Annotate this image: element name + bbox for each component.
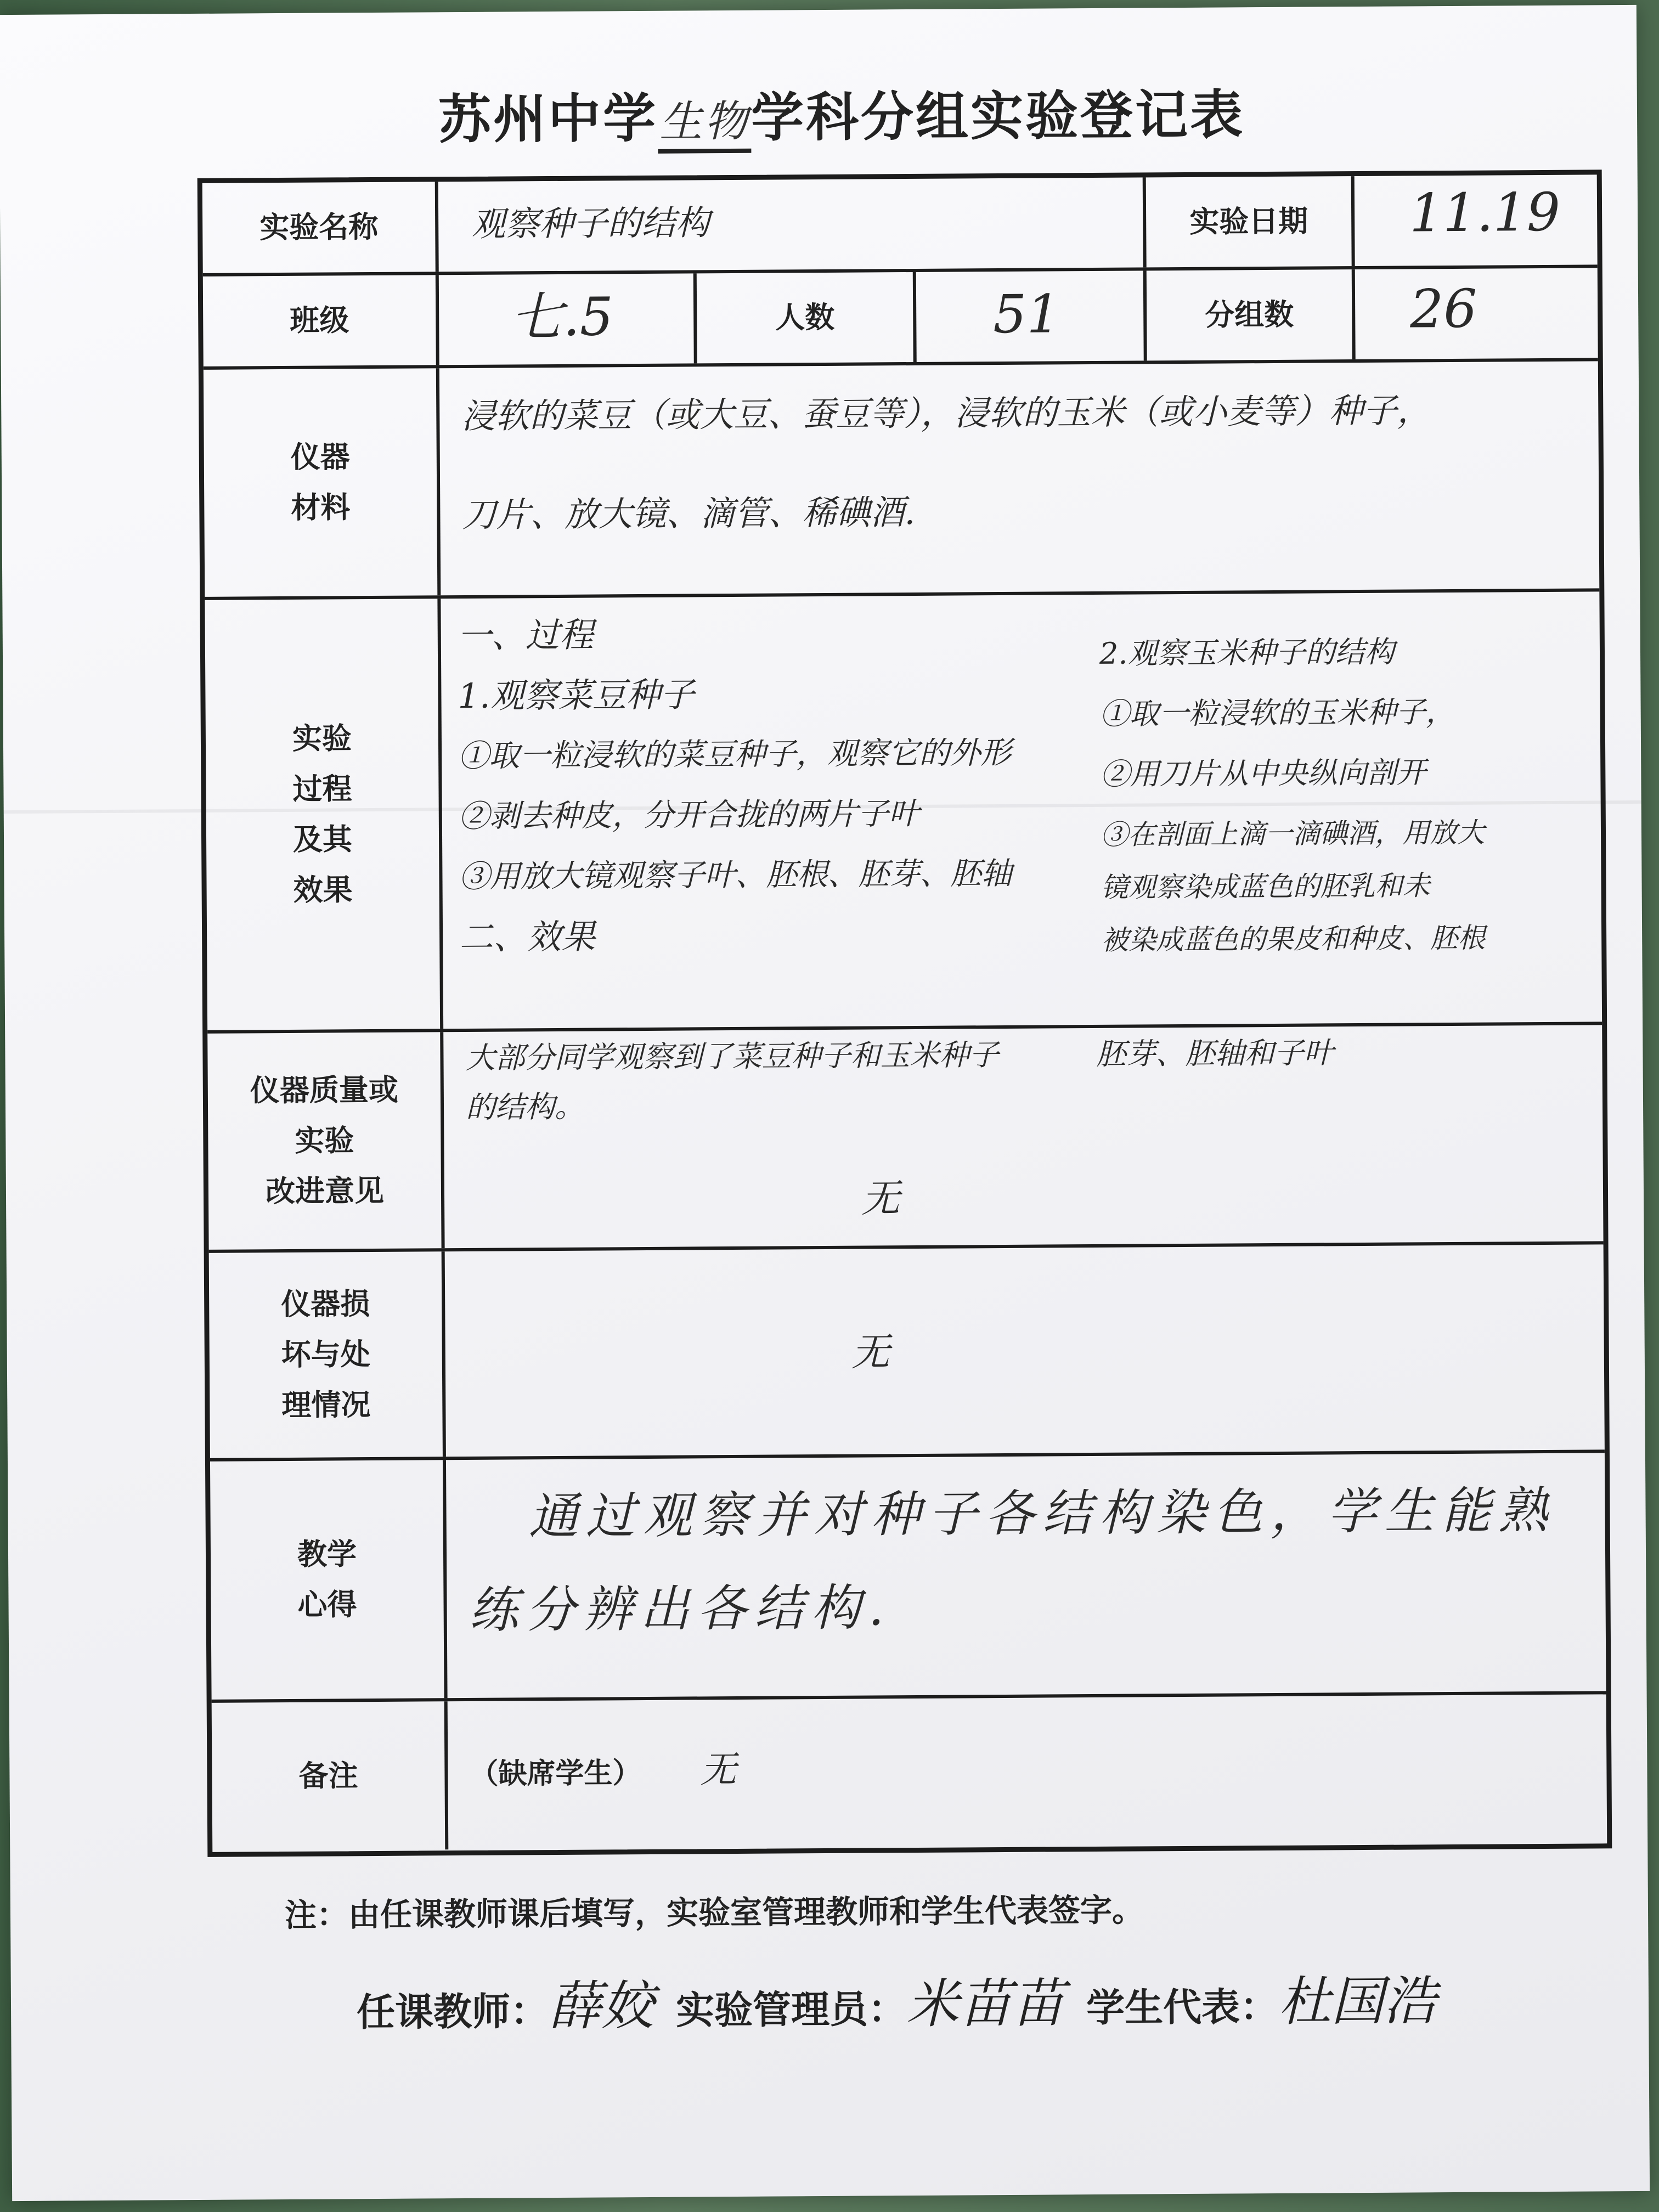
teaching-line1: 通过观察并对种子各结构染色，学生能熟 bbox=[528, 1481, 1556, 1546]
process-left-line: 一、过程 bbox=[457, 614, 594, 656]
people-value: 51 bbox=[992, 283, 1060, 346]
quality-label bbox=[207, 1032, 444, 1250]
title-suffix: 学科分组实验登记表 bbox=[751, 84, 1245, 149]
teaching-line2: 练分辨出各结构. bbox=[469, 1579, 892, 1639]
class-value: 七.5 bbox=[510, 286, 614, 348]
effect-right: 胚芽、胚轴和子叶 bbox=[1096, 1035, 1334, 1071]
effect-left-line2: 的结构。 bbox=[465, 1089, 585, 1125]
signature-line bbox=[357, 1959, 1459, 2041]
quality-label-line3: 改进意见 bbox=[265, 1173, 385, 1209]
row-quality bbox=[207, 1025, 1603, 1253]
process-left-line: 1.观察菜豆种子 bbox=[458, 674, 695, 716]
process-right-line: 镜观察染成蓝色的胚乳和未 bbox=[1101, 870, 1430, 904]
quality-value: 无 bbox=[861, 1176, 900, 1221]
damage-label bbox=[209, 1251, 446, 1458]
date-value: 11.19 bbox=[1409, 181, 1561, 244]
record-table bbox=[198, 170, 1612, 1857]
title-prefix: 苏州中学 bbox=[438, 87, 658, 151]
teaching-label-line1: 教学 bbox=[297, 1537, 357, 1572]
process-label bbox=[205, 599, 443, 1030]
groups-cell bbox=[1355, 268, 1602, 359]
process-right-line: ③在剖面上滴一滴碘酒，用放大 bbox=[1100, 816, 1485, 851]
materials-label bbox=[204, 368, 441, 597]
row-damage bbox=[209, 1244, 1605, 1462]
process-left-line: ③用放大镜观察子叶、胚根、胚芽、胚轴 bbox=[459, 855, 1012, 895]
process-label-line2: 过程 bbox=[292, 771, 352, 806]
materials-label-line2: 材料 bbox=[291, 490, 351, 525]
lab-manager-label: 实验管理员： bbox=[675, 1987, 907, 2033]
row-process bbox=[205, 591, 1602, 1034]
teacher-label: 任课教师： bbox=[356, 1989, 549, 2035]
process-left-line: ①取一粒浸软的菜豆种子，观察它的外形 bbox=[458, 735, 1012, 775]
process-label-line3: 及其 bbox=[292, 822, 353, 857]
damage-label-line1: 仪器损 bbox=[281, 1286, 370, 1322]
quality-cell bbox=[443, 1025, 1607, 1248]
student-rep-signature: 杜国浩 bbox=[1278, 1970, 1437, 2033]
row-teaching bbox=[210, 1453, 1606, 1703]
process-left-line: 二、效果 bbox=[459, 916, 596, 958]
process-label-line1: 实验 bbox=[292, 721, 352, 756]
class-label: 班级 bbox=[203, 275, 439, 366]
materials-label-line1: 仪器 bbox=[290, 439, 350, 475]
process-right-line: ①取一粒浸软的玉米种子， bbox=[1099, 694, 1455, 731]
row-materials bbox=[204, 361, 1600, 600]
materials-line2: 刀片、放大镜、滴管、稀碘酒. bbox=[462, 492, 916, 535]
date-cell bbox=[1355, 174, 1602, 266]
process-right-line: 2.观察玉米种子的结构 bbox=[1099, 634, 1395, 671]
paper-sheet bbox=[0, 5, 1650, 2201]
name-label: 实验名称 bbox=[202, 182, 439, 273]
process-right-line: ②用刀片从中央纵向剖开 bbox=[1100, 755, 1426, 792]
teaching-cell bbox=[446, 1453, 1611, 1698]
teaching-label bbox=[210, 1460, 448, 1700]
people-cell bbox=[916, 270, 1147, 362]
absent-label: （缺席学生） bbox=[470, 1757, 641, 1791]
process-cell bbox=[441, 591, 1606, 1029]
damage-cell bbox=[445, 1244, 1609, 1457]
title-subject-handwritten: 生物 bbox=[658, 87, 752, 154]
footer-note: 注：由任课教师课后填写，实验室管理教师和学生代表签字。 bbox=[284, 1891, 1144, 1934]
remarks-value: 无 bbox=[700, 1748, 737, 1791]
class-cell bbox=[439, 273, 697, 365]
process-label-line4: 效果 bbox=[293, 872, 353, 907]
damage-label-line3: 理情况 bbox=[281, 1387, 371, 1423]
lab-manager-signature: 米苗苗 bbox=[906, 1972, 1065, 2035]
process-left-column bbox=[457, 606, 1096, 964]
date-label: 实验日期 bbox=[1146, 176, 1355, 267]
process-right-line: 被染成蓝色的果皮和种皮、胚根 bbox=[1101, 922, 1486, 956]
groups-value: 26 bbox=[1409, 278, 1477, 340]
process-left-line: ②剥去种皮，分开合拢的两片子叶 bbox=[458, 795, 919, 835]
row-experiment-name bbox=[202, 174, 1598, 276]
damage-value: 无 bbox=[851, 1329, 890, 1375]
materials-cell bbox=[439, 361, 1604, 595]
damage-label-line2: 坏与处 bbox=[281, 1337, 370, 1373]
student-rep-label: 学生代表： bbox=[1086, 1984, 1279, 2031]
materials-line1: 浸软的菜豆（或大豆、蚕豆等），浸软的玉米（或小麦等）种子， bbox=[461, 390, 1431, 437]
remarks-label: 备注 bbox=[212, 1701, 449, 1851]
teacher-signature: 薛姣 bbox=[548, 1974, 654, 2038]
remarks-cell bbox=[448, 1694, 1612, 1849]
form-title bbox=[438, 72, 1372, 155]
name-value: 观察种子的结构 bbox=[471, 202, 710, 244]
row-class-info bbox=[203, 268, 1598, 370]
people-label: 人数 bbox=[697, 272, 917, 363]
teaching-label-line2: 心得 bbox=[297, 1587, 357, 1622]
quality-label-line1: 仪器质量或 bbox=[250, 1072, 399, 1108]
effect-left-line1: 大部分同学观察到了菜豆种子和玉米种子 bbox=[465, 1037, 999, 1075]
groups-label: 分组数 bbox=[1147, 269, 1356, 360]
row-remarks bbox=[212, 1694, 1607, 1851]
quality-label-line2: 实验 bbox=[295, 1123, 354, 1158]
process-right-column bbox=[1099, 624, 1595, 966]
name-cell bbox=[438, 177, 1147, 272]
